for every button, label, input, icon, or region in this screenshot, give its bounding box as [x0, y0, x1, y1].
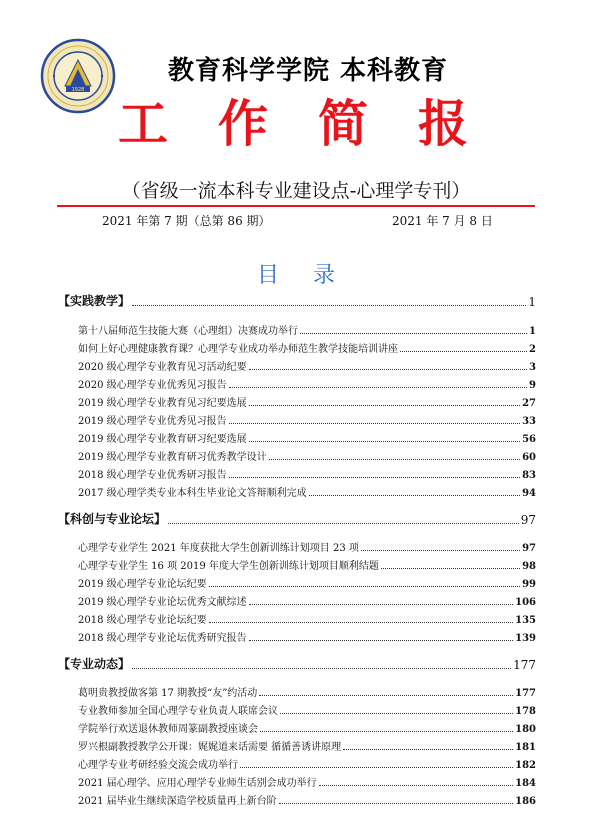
toc-entry-title: 学院举行欢送退休教师周篆副教授座谈会 [78, 724, 258, 735]
toc-page-number: 27 [522, 398, 536, 409]
toc-leader-dots [229, 387, 527, 388]
toc-entry[interactable] [58, 448, 536, 463]
toc-leader-dots [249, 405, 520, 406]
toc-page-number: 139 [515, 633, 536, 644]
toc-page-number: 177 [515, 688, 536, 699]
toc-page-number: 180 [515, 724, 536, 735]
toc-entry-title: 心理学专业考研经验交流会成功举行 [78, 760, 238, 771]
toc-entry[interactable] [58, 539, 536, 554]
toc-leader-dots [209, 622, 513, 623]
toc-entry-title: 2017 级心理学类专业本科生毕业论文答辩顺利完成 [78, 488, 307, 499]
toc-entry-title: 2019 级心理学专业优秀见习报告 [78, 416, 227, 427]
toc-section[interactable] [58, 292, 536, 309]
toc-entry[interactable] [58, 358, 536, 373]
toc-page-number: 33 [522, 416, 536, 427]
toc-entry-title: 2019 级心理学专业教育见习纪要选展 [78, 398, 247, 409]
toc-leader-dots [319, 785, 513, 786]
toc-page-number: 56 [522, 434, 536, 445]
toc-leader-dots [269, 459, 520, 460]
toc-leader-dots [300, 333, 527, 334]
toc-entry[interactable] [58, 684, 536, 699]
toc-entry[interactable] [58, 557, 536, 572]
issue-date: 2021 年 7 月 8 日 [392, 214, 493, 228]
toc-page-number: 106 [515, 597, 536, 608]
toc-entry[interactable] [58, 774, 536, 789]
toc-entry[interactable] [58, 394, 536, 409]
toc-entry-title: 心理学专业学生 16 项 2019 年度大学生创新训练计划项目顺利结题 [78, 561, 379, 572]
toc-entry[interactable] [58, 792, 536, 807]
toc-page-number: 60 [522, 452, 536, 463]
toc-section-title: 【实践教学】 [58, 294, 131, 308]
toc-leader-dots [259, 695, 513, 696]
svg-text:1928: 1928 [71, 87, 85, 93]
toc-page-number: 98 [522, 561, 536, 572]
toc-entry-title: 2018 级心理学专业论坛纪要 [78, 615, 207, 626]
toc-entry-title: 2021 届心理学、应用心理学专业师生话别会成功举行 [78, 778, 317, 789]
toc-leader-dots [229, 423, 520, 424]
toc-leader-dots [249, 604, 513, 605]
toc-leader-dots [240, 767, 513, 768]
bulletin-title-char: 报 [418, 94, 468, 153]
toc-entry[interactable] [58, 322, 536, 337]
toc-entry-title: 2018 级心理学专业论坛优秀研究报告 [78, 633, 247, 644]
toc-entry-title: 心理学专业学生 2021 年度获批大学生创新训练计划项目 23 项 [78, 543, 359, 554]
toc-entry[interactable] [58, 629, 536, 644]
toc-entry-title: 2019 级心理学专业教育研习纪要选展 [78, 434, 247, 445]
bulletin-title-char: 作 [218, 94, 268, 153]
toc-page-number: 182 [515, 760, 536, 771]
toc-entry-title: 专业教师参加全国心理学专业负责人联席会议 [78, 706, 278, 717]
toc-entry-title: 2019 级心理学专业论坛优秀文献综述 [78, 597, 247, 608]
university-logo [40, 38, 116, 114]
toc-entry[interactable] [58, 430, 536, 445]
toc-entry[interactable] [58, 720, 536, 735]
toc-page-number: 1 [529, 326, 536, 337]
toc-entry-title: 葛明贵教授做客第 17 期教授“友”约活动 [78, 688, 258, 699]
toc-page-number: 178 [515, 706, 536, 717]
toc-entry[interactable] [58, 738, 536, 753]
toc-leader-dots [400, 351, 527, 352]
toc-page-number: 177 [513, 658, 536, 672]
toc-entry[interactable] [58, 412, 536, 427]
header-divider [57, 205, 535, 207]
toc-entry-title: 2019 级心理学专业论坛纪要 [78, 579, 207, 590]
toc-leader-dots [343, 749, 513, 750]
toc-title: 目录 [256, 263, 369, 288]
toc-page-number: 181 [515, 742, 536, 753]
toc-entry[interactable] [58, 376, 536, 391]
toc-page-number: 186 [515, 796, 536, 807]
toc-entry[interactable] [58, 466, 536, 481]
toc-leader-dots [279, 803, 513, 804]
bulletin-subtitle: （省级一流本科专业建设点-心理学专刊） [121, 180, 471, 202]
toc-section[interactable] [58, 655, 536, 672]
toc-page-number: 97 [522, 543, 536, 554]
toc-entry[interactable] [58, 702, 536, 717]
toc-page-number: 184 [515, 778, 536, 789]
toc-leader-dots [209, 586, 520, 587]
toc-leader-dots [260, 731, 513, 732]
toc-entry-title: 罗兴根副教授教学公开课：娓娓道来话需要 循循善诱讲原理 [78, 742, 342, 753]
toc-entry-title: 2020 级心理学专业教育见习活动纪要 [78, 362, 247, 373]
toc-leader-dots [381, 568, 520, 569]
toc-leader-dots [361, 550, 520, 551]
toc-entry[interactable] [58, 756, 536, 771]
bulletin-title-char: 简 [318, 94, 368, 153]
toc-entry-title: 2021 届毕业生继续深造学校质量再上新台阶 [78, 796, 277, 807]
toc-section-title: 【专业动态】 [58, 657, 131, 671]
toc-entry[interactable] [58, 340, 536, 355]
toc-page-number: 135 [515, 615, 536, 626]
toc-page-number: 2 [529, 344, 536, 355]
toc-leader-dots [309, 495, 520, 496]
toc-leader-dots [168, 523, 519, 524]
issue-number: 2021 年第 7 期（总第 86 期） [102, 214, 271, 228]
toc-section[interactable] [58, 510, 536, 527]
toc-leader-dots [249, 640, 513, 641]
toc-page-number: 99 [522, 579, 536, 590]
toc-leader-dots [280, 713, 513, 714]
toc-entry-title: 如何上好心理健康教育课？心理学专业成功举办师范生教学技能培训讲座 [78, 344, 398, 355]
toc-page-number: 83 [522, 470, 536, 481]
toc-entry[interactable] [58, 611, 536, 626]
seal-icon [40, 38, 116, 114]
toc-page-number: 9 [529, 380, 536, 391]
toc-page-number: 97 [520, 513, 536, 527]
toc-entry[interactable] [58, 575, 536, 590]
toc-entry-title: 第十八届师范生技能大赛（心理组）决赛成功举行 [78, 326, 298, 337]
toc-leader-dots [249, 441, 520, 442]
bulletin-title-char: 工 [118, 94, 168, 153]
toc-entry[interactable] [58, 484, 536, 499]
bulletin-title [118, 94, 468, 154]
toc-entry-title: 2020 级心理学专业优秀见习报告 [78, 380, 227, 391]
toc-entry[interactable] [58, 593, 536, 608]
toc-leader-dots [132, 668, 511, 669]
toc-section-title: 【科创与专业论坛】 [58, 512, 167, 526]
toc-leader-dots [132, 305, 526, 306]
college-title: 教育科学学院 本科教育 [168, 56, 449, 86]
toc-page-number: 3 [529, 362, 536, 373]
toc-leader-dots [249, 369, 527, 370]
toc-page-number: 94 [522, 488, 536, 499]
toc-entry-title: 2018 级心理学专业优秀研习报告 [78, 470, 227, 481]
toc-leader-dots [229, 477, 520, 478]
toc-entry-title: 2019 级心理学专业教育研习优秀教学设计 [78, 452, 267, 463]
toc-page-number: 1 [528, 295, 536, 309]
